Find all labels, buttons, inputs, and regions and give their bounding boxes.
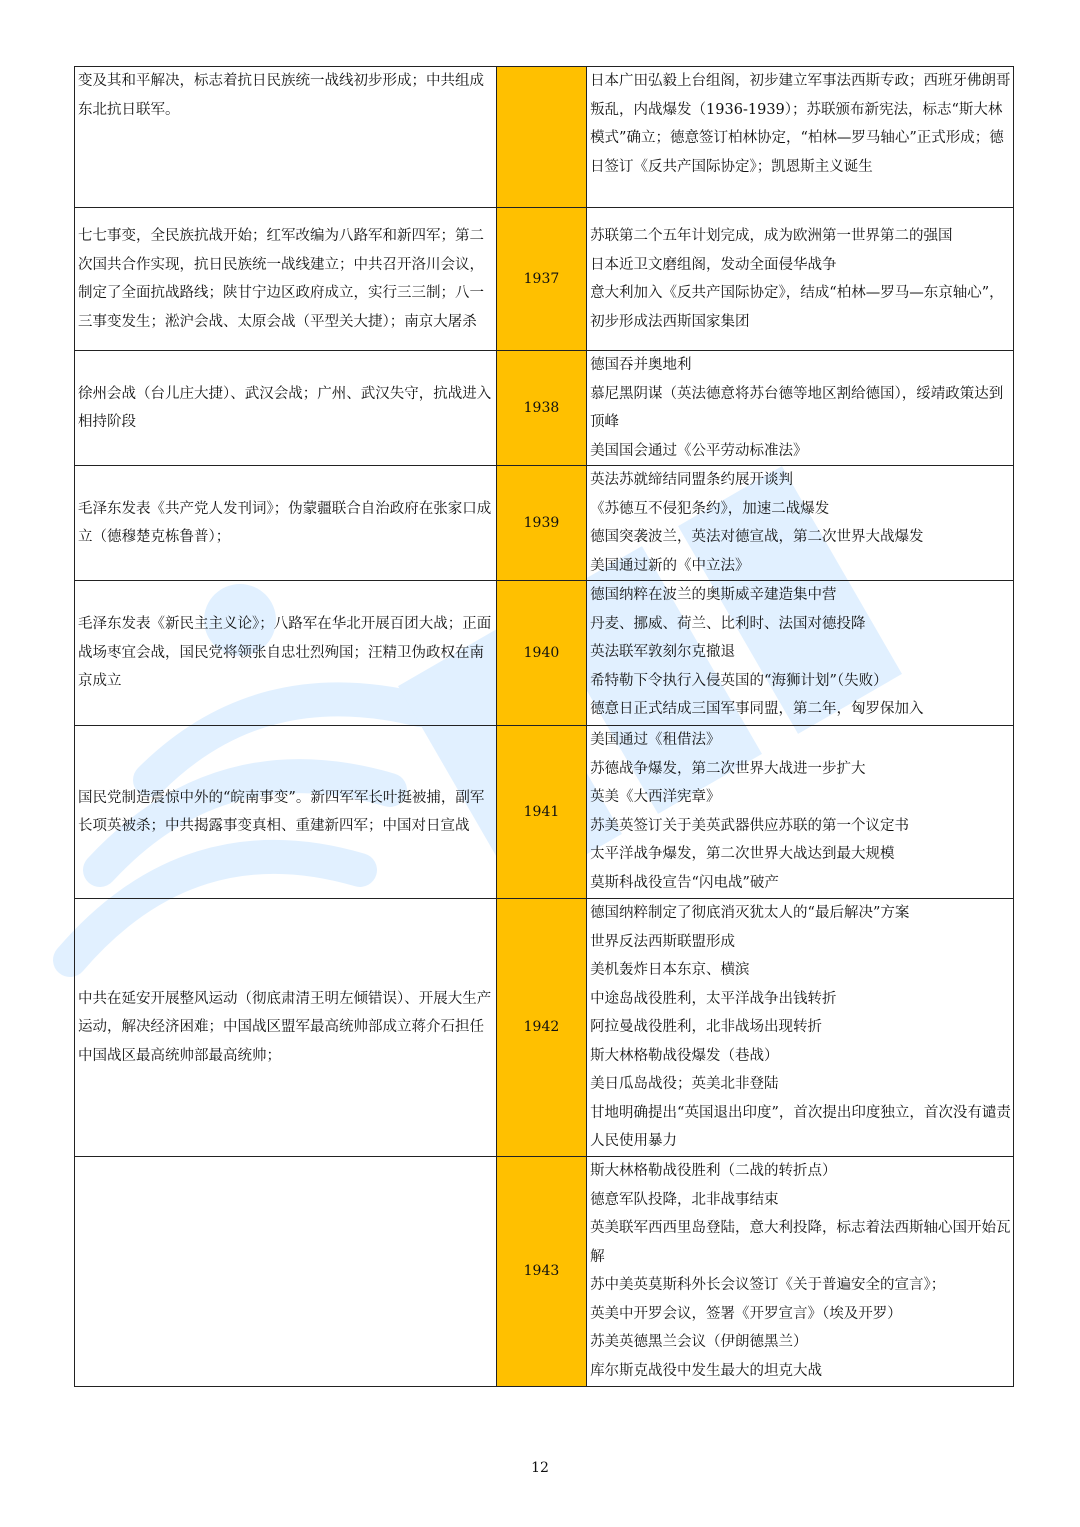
world-event-line: 慕尼黑阴谋（英法德意将苏台德等地区割给德国），绥靖政策达到顶峰	[590, 385, 1004, 430]
china-events-text: 毛泽东发表《共产党人发刊词》；伪蒙疆联合自治政府在张家口成立（德穆楚克栋鲁普）；	[78, 500, 492, 545]
china-events-cell	[75, 726, 497, 899]
china-events-cell	[75, 1157, 497, 1387]
world-event-line: 希特勒下令执行入侵英国的“海狮计划”（失败）	[590, 672, 888, 689]
world-events-cell	[587, 67, 1014, 208]
china-events-cell	[75, 351, 497, 466]
world-event-line: 中途岛战役胜利，太平洋战争出钱转折	[590, 990, 837, 1007]
world-event-line: 太平洋战争爆发，第二次世界大战达到最大规模	[590, 846, 895, 862]
world-events-cell	[587, 208, 1014, 351]
year-cell	[496, 581, 586, 726]
world-event-line: 英美《大西洋宪章》	[590, 789, 721, 805]
world-event-line: 英法联军敦刻尔克撤退	[590, 644, 736, 660]
world-event-line: 德国纳粹制定了彻底消灭犹太人的“最后解决”方案	[590, 905, 910, 921]
china-events-text: 七七事变，全民族抗战开始；红军改编为八路军和新四军；第二次国共合作实现，抗日民族统一战线建立；中共召开洛川会议，制定了全面抗战路线；陕甘宁边区政府成立，实行三三制；八一三事变发生；淞沪会战、太原会战（平型关大捷）；南京大屠杀	[78, 228, 484, 330]
year-cell	[496, 351, 586, 466]
timeline-body	[75, 67, 1014, 1387]
world-event-line: 苏德战争爆发，第二次世界大战进一步扩大	[590, 760, 866, 777]
china-events-cell	[75, 581, 497, 726]
world-events-cell	[587, 466, 1014, 581]
world-events-cell	[587, 899, 1014, 1157]
world-event-line: 莫斯科战役宣告“闪电战”破产	[590, 874, 779, 891]
china-events-text: 国民党制造震惊中外的“皖南事变”。新四军军长叶挺被捕，副军长项英被杀；中共揭露事变真相、重建新四军；中国对日宣战	[78, 789, 485, 834]
china-events-text: 徐州会战（台儿庄大捷）、武汉会战；广州、武汉失守，抗战进入相持阶段	[78, 385, 492, 430]
world-event-line: 苏美英德黑兰会议（伊朗德黑兰）	[590, 1334, 808, 1350]
world-event-line: 英美联军西西里岛登陆，意大利投降，标志着法西斯轴心国开始瓦解	[590, 1220, 1011, 1265]
world-event-line: 丹麦、挪威、荷兰、比利时、法国对德投降	[590, 615, 866, 632]
china-events-text: 毛泽东发表《新民主主义论》；八路军在华北开展百团大战；正面战场枣宜会战，国民党将领张自忠壮烈殉国；汪精卫伪政权在南京成立	[78, 616, 492, 690]
world-event-line: 斯大林格勒战役胜利（二战的转折点）	[590, 1163, 837, 1179]
page-number: 12	[531, 1460, 549, 1476]
year-cell	[496, 466, 586, 581]
world-event-line: 德意日正式结成三国军事同盟，第二年，匈罗保加入	[590, 701, 924, 717]
world-event-line: 美机轰炸日本东京、横滨	[590, 962, 750, 978]
year-cell	[496, 1157, 586, 1387]
world-events-cell	[587, 581, 1014, 726]
year-label: 1943	[523, 1263, 560, 1280]
world-event-line: 世界反法西斯联盟形成	[590, 933, 736, 950]
world-event-line: 日本近卫文磨组阁，发动全面侵华战争	[590, 256, 837, 273]
world-event-line: 美国国会通过《公平劳动标准法》	[590, 442, 808, 459]
world-event-line: 英美中开罗会议，签署《开罗宣言》（埃及开罗）	[590, 1305, 902, 1322]
year-cell	[496, 67, 586, 208]
timeline-row	[75, 351, 1014, 466]
world-event-line: 阿拉曼战役胜利，北非战场出现转折	[590, 1019, 823, 1035]
world-event-line: 美国通过新的《中立法》	[590, 557, 750, 574]
world-event-line: 德国突袭波兰，英法对德宣战，第二次世界大战爆发	[590, 529, 924, 545]
china-events-text: 中共在延安开展整风运动（彻底肃清王明左倾错误）、开展大生产运动，解决经济困难；中国战区盟军最高统帅部成立蒋介石担任中国战区最高统帅部最高统帅；	[78, 990, 492, 1064]
world-events-cell	[587, 1157, 1014, 1387]
history-timeline-table	[74, 66, 1014, 1387]
china-events-text: 变及其和平解决，标志着抗日民族统一战线初步形成；中共组成东北抗日联军。	[78, 73, 484, 118]
china-events-cell	[75, 67, 497, 208]
year-label: 1942	[523, 1019, 560, 1036]
world-event-line: 德国纳粹在波兰的奥斯威辛建造集中营	[590, 587, 837, 603]
year-label: 1940	[523, 644, 560, 661]
timeline-row	[75, 581, 1014, 726]
china-events-cell	[75, 208, 497, 351]
china-events-cell	[75, 466, 497, 581]
timeline-row	[75, 67, 1014, 208]
world-events-cell	[587, 726, 1014, 899]
year-cell	[496, 899, 586, 1157]
year-label: 1939	[523, 514, 560, 531]
world-event-line: 德国吞并奥地利	[590, 357, 692, 373]
year-label: 1941	[523, 803, 560, 820]
world-event-line: 甘地明确提出“英国退出印度”，首次提出印度独立，首次没有谴责人民使用暴力	[590, 1104, 1011, 1149]
year-label: 1938	[523, 399, 560, 416]
timeline-row	[75, 466, 1014, 581]
world-event-line: 英法苏就缔结同盟条约展开谈判	[590, 472, 794, 488]
year-cell	[496, 208, 586, 351]
world-event-line: 意大利加入《反共产国际协定》，结成“柏林—罗马—东京轴心”，初步形成法西斯国家集团	[590, 285, 1004, 330]
china-events-cell	[75, 899, 497, 1157]
world-event-line: 苏中美英莫斯科外长会议签订《关于普遍安全的宣言》；	[590, 1277, 946, 1293]
world-event-line: 斯大林格勒战役爆发（巷战）	[590, 1047, 779, 1064]
timeline-row	[75, 1157, 1014, 1387]
world-events-cell	[587, 351, 1014, 466]
timeline-row	[75, 726, 1014, 899]
world-event-line: 德意军队投降，北非战事结束	[590, 1191, 779, 1208]
world-event-line: 苏美英签订关于美英武器供应苏联的第一个议定书	[590, 817, 910, 834]
year-cell	[496, 726, 586, 899]
timeline-row	[75, 899, 1014, 1157]
world-event-line: 日本广田弘毅上台组阁，初步建立军事法西斯专政；西班牙佛朗哥叛乱，内战爆发（1936-1939）；苏联颁布新宪法，标志“斯大林模式”确立；德意签订柏林协定，“柏林—罗马轴心”正式形成；德日签订《反共产国际协定》；凯恩斯主义诞生	[590, 73, 1011, 175]
world-event-line: 库尔斯克战役中发生最大的坦克大战	[590, 1362, 823, 1379]
world-event-line: 美国通过《租借法》	[590, 732, 721, 748]
world-event-line: 美日瓜岛战役；英美北非登陆	[590, 1076, 779, 1092]
world-event-line: 《苏德互不侵犯条约》，加速二战爆发	[590, 500, 830, 517]
year-label: 1937	[523, 270, 560, 287]
world-event-line: 苏联第二个五年计划完成，成为欧洲第一世界第二的强国	[590, 228, 953, 244]
timeline-row	[75, 208, 1014, 351]
